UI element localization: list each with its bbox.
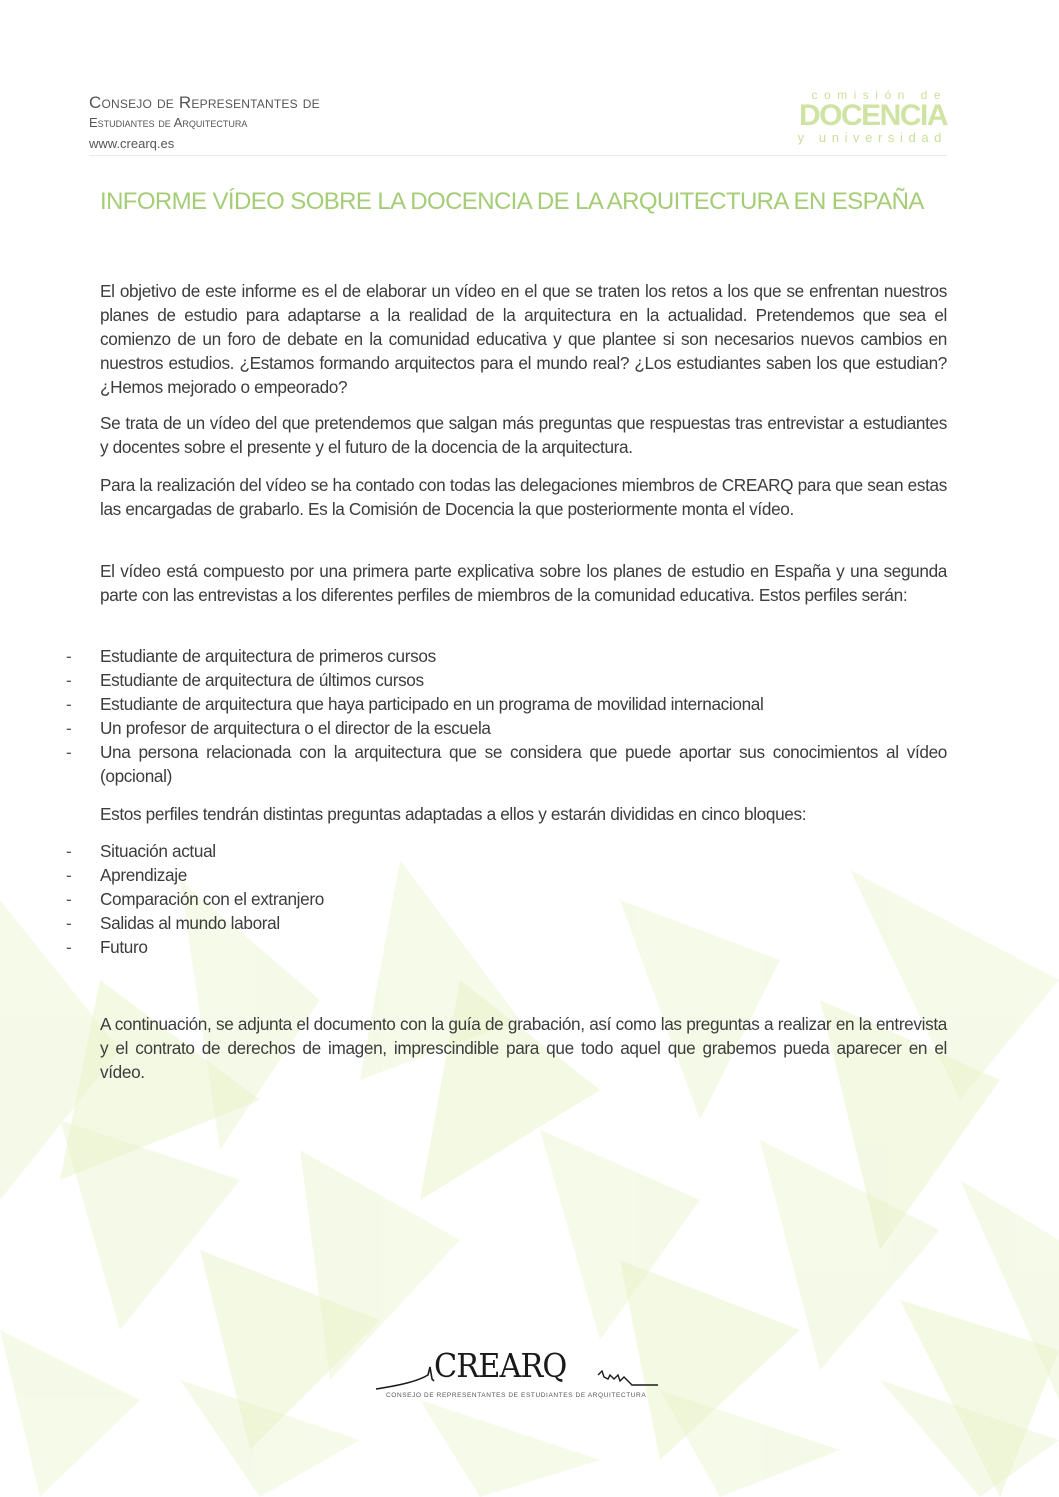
list-item: - Estudiante de arquitectura que haya participado en un programa de movilidad internacional [66,694,764,714]
paragraph-objective: El objetivo de este informe es el de elaborar un vídeo en el que se traten los retos a los que se enfrentan nuestros planes de estudio para adaptarse a la realidad de la arquitectura en la actualidad. Pretendemos que sea el comienzo de un foro de debate en la comunidad educativa y que plantee si son necesarios nuevos cambios en nuestros estudios. ¿Estamos formando arquitectos para el mundo real? ¿Los estudiantes saben los que estudian? ¿Hemos mejorado o empeorado? [100,281,947,397]
dash-bullet: - [66,937,72,957]
crearq-logo-subtitle: CONSEJO DE REPRESENTANTES DE ESTUDIANTES DE ARQUITECTURA [386,1392,647,1399]
dash-bullet: - [66,841,72,861]
crearq-logo-word: CREARQ [434,1346,567,1385]
header-divider [89,155,947,156]
dash-bullet: - [66,865,72,885]
list-item: - Estudiante de arquitectura de primeros cursos [66,646,436,666]
dash-bullet: - [66,913,72,933]
docencia-logo [777,88,947,146]
docencia-logo-top: comisión de [811,88,947,102]
list-item: - Un profesor de arquitectura o el director de la escuela [66,718,491,738]
paragraph-structure: El vídeo está compuesto por una primera parte explicativa sobre los planes de estudio en España y una segunda parte con las entrevistas a los diferentes perfiles de miembros de la comunidad educativa. Estos perfiles serán: [100,561,947,605]
list-item: - Comparación con el extranjero [66,889,324,909]
dash-bullet: - [66,670,72,690]
list-item: - Estudiante de arquitectura de últimos cursos [66,670,424,690]
list-item: - Salidas al mundo laboral [66,913,280,933]
org-header [89,92,320,154]
list-item: - Aprendizaje [66,865,187,885]
paragraph-attachments: A continuación, se adjunta el documento con la guía de grabación, así como las preguntas a realizar en la entrevista y el contrato de derechos de imagen, imprescindible para que todo aquel que grabemos pueda aparecer en el vídeo. [100,1014,947,1082]
list-item: - Una persona relacionada con la arquitectura que se considera que puede aportar sus conocimientos al vídeo (opcional) [66,742,947,786]
org-name-line2: Estudiantes de Arquitectura [89,115,248,130]
dash-bullet: - [66,646,72,666]
dash-bullet: - [66,742,72,762]
docencia-logo-middle: DOCENCIA [798,99,947,132]
dash-bullet: - [66,889,72,909]
profiles-list [66,644,947,788]
paragraph-production: Para la realización del vídeo se ha contado con todas las delegaciones miembros de CREARQ para que sean estas las encargadas de grabarlo. Es la Comisión de Docencia la que posteriormente monta el vídeo. [100,475,947,519]
document-title: INFORME VÍDEO SOBRE LA DOCENCIA DE LA ARQUITECTURA EN ESPAÑA [100,188,924,215]
list-item: - Futuro [66,937,148,957]
docencia-logo-bottom: y universidad [797,130,947,145]
blocks-list [66,839,947,959]
org-name-line1: Consejo de Representantes de [89,93,320,112]
org-url: www.crearq.es [89,136,175,151]
dash-bullet: - [66,694,72,714]
list-item: - Situación actual [66,841,216,861]
dash-bullet: - [66,718,72,738]
paragraph-blocks-intro: Estos perfiles tendrán distintas preguntas adaptadas a ellos y estarán divididas en cinco bloques: [100,804,807,824]
paragraph-purpose: Se trata de un vídeo del que pretendemos que salgan más preguntas que respuestas tras entrevistar a estudiantes y docentes sobre el presente y el futuro de la docencia de la arquitectura. [100,413,947,457]
